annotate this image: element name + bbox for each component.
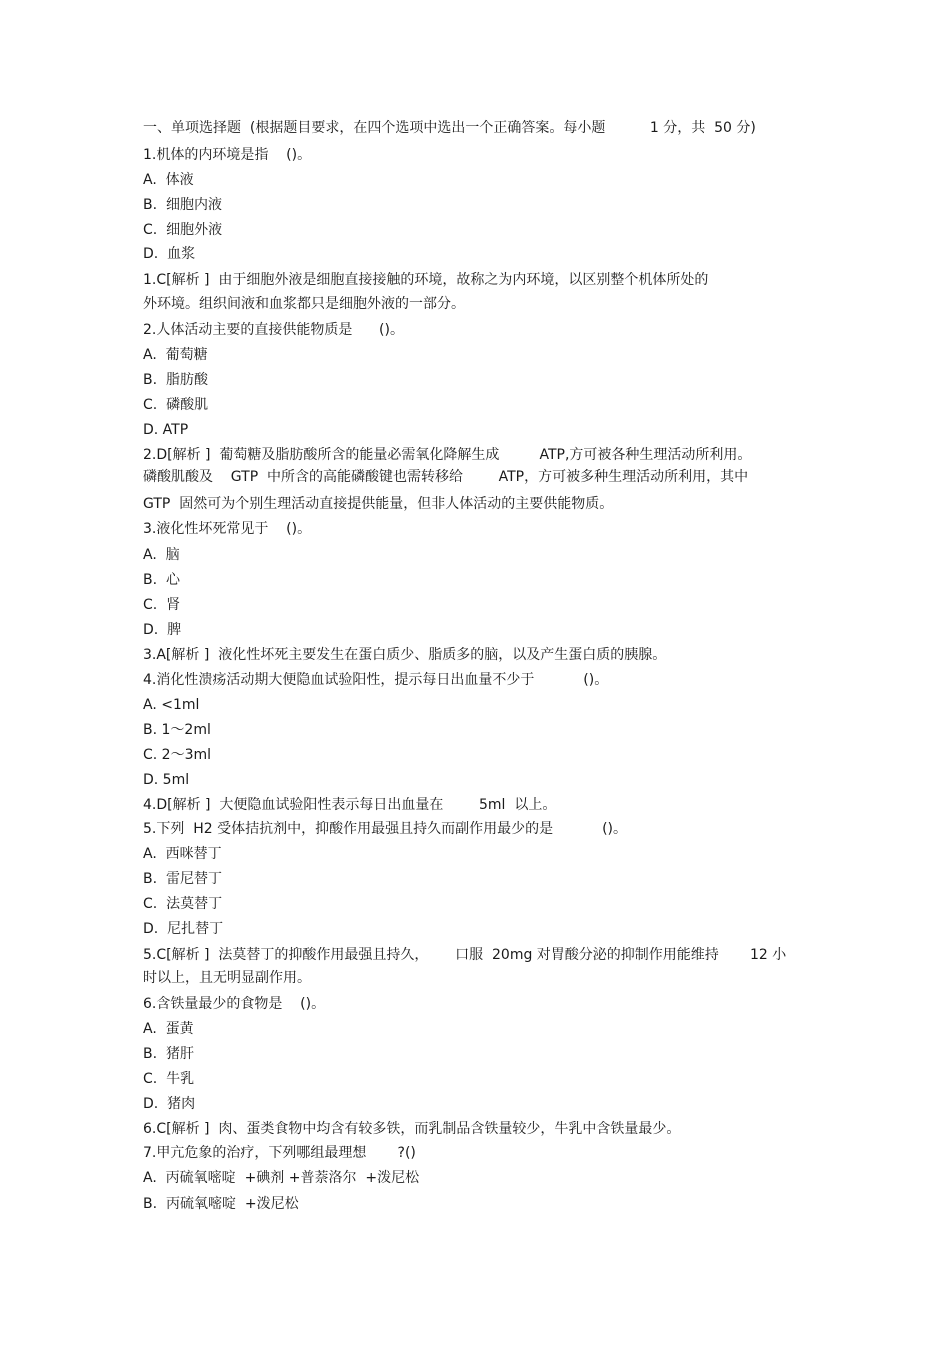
analysis-line: 外环境。组织间液和血浆都只是细胞外液的一部分。	[143, 296, 465, 312]
option: B. 细胞内液	[143, 197, 222, 213]
option: D. 猪肉	[143, 1096, 196, 1112]
option: D. ATP	[143, 422, 189, 438]
question-stem: 1.机体的内环境是指 ()。	[143, 147, 312, 163]
option: C. 肾	[143, 597, 181, 613]
option: C. 法莫替丁	[143, 896, 223, 912]
analysis-line: 4.D[解析 ] 大便隐血试验阳性表示每日出血量在 5ml 以上。	[143, 797, 557, 813]
analysis-line: 时以上，且无明显副作用。	[143, 970, 311, 986]
option: B. 1～2ml	[143, 722, 211, 738]
question-stem: 6.含铁量最少的食物是 ()。	[143, 996, 326, 1012]
option: B. 丙硫氧嘧啶 +泼尼松	[143, 1196, 299, 1212]
analysis-line: 3.A[解析 ] 液化性坏死主要发生在蛋白质少、脂质多的脑，以及产生蛋白质的胰腺。	[143, 647, 667, 663]
question-stem: 5.下列 H2 受体拮抗剂中，抑酸作用最强且持久而副作用最少的是 ()。	[143, 821, 628, 837]
option: A. 丙硫氧嘧啶 +碘剂 +普萘洛尔 +泼尼松	[143, 1170, 420, 1186]
section-header: 一、单项选择题 (根据题目要求，在四个选项中选出一个正确答案。每小题 1 分，共 50 分)	[143, 120, 756, 136]
question-stem: 7.甲亢危象的治疗，下列哪组最理想 ?()	[143, 1145, 416, 1161]
option: D. 尼扎替丁	[143, 921, 224, 937]
option: D. 5ml	[143, 772, 190, 788]
option: C. 细胞外液	[143, 222, 223, 238]
analysis-line: GTP 固然可为个别生理活动直接提供能量，但非人体活动的主要供能物质。	[143, 496, 614, 512]
option: C. 磷酸肌	[143, 397, 209, 413]
option: C. 2～3ml	[143, 747, 212, 763]
option: A. 脑	[143, 547, 180, 563]
option: B. 心	[143, 572, 180, 588]
question-stem: 3.液化性坏死常见于 ()。	[143, 521, 312, 537]
analysis-line: 2.D[解析 ] 葡萄糖及脂肪酸所含的能量必需氧化降解生成 ATP,方可被各种生理活动所利用。	[143, 447, 752, 463]
option: C. 牛乳	[143, 1071, 195, 1087]
analysis-line: 6.C[解析 ] 肉、蛋类食物中均含有较多铁，而乳制品含铁量较少，牛乳中含铁量最少。	[143, 1121, 681, 1137]
question-stem: 2.人体活动主要的直接供能物质是 ()。	[143, 322, 404, 338]
question-stem: 4.消化性溃疡活动期大便隐血试验阳性，提示每日出血量不少于 ()。	[143, 672, 609, 688]
analysis-line: 磷酸肌酸及 GTP 中所含的高能磷酸键也需转移给 ATP，方可被多种生理活动所利用，其中	[143, 469, 749, 485]
option: A. <1ml	[143, 697, 200, 713]
option: B. 脂肪酸	[143, 372, 208, 388]
option: B. 雷尼替丁	[143, 871, 222, 887]
option: A. 体液	[143, 172, 194, 188]
analysis-line: 1.C[解析 ] 由于细胞外液是细胞直接接触的环境，故称之为内环境，以区别整个机体所处的	[143, 272, 709, 288]
analysis-line: 5.C[解析 ] 法莫替丁的抑酸作用最强且持久， 口服 20mg 对胃酸分泌的抑制作用能维持 12 小	[143, 947, 787, 963]
option: A. 葡萄糖	[143, 347, 208, 363]
option: D. 脾	[143, 622, 182, 638]
option: A. 蛋黄	[143, 1021, 194, 1037]
option: A. 西咪替丁	[143, 846, 222, 862]
option: D. 血浆	[143, 246, 196, 262]
option: B. 猪肝	[143, 1046, 194, 1062]
